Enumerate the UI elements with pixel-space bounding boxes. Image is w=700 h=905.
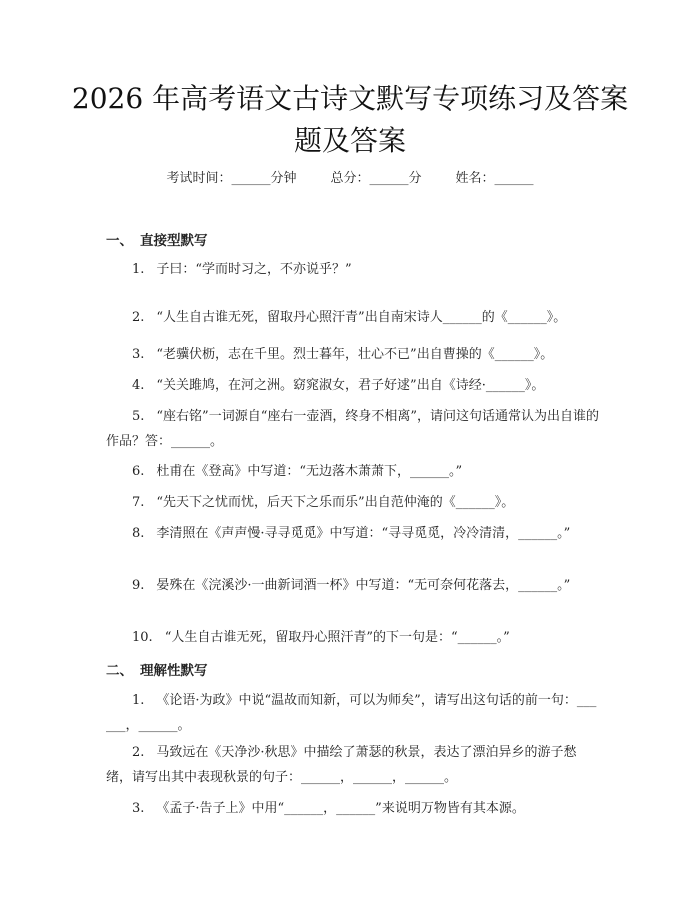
question: 3. 《孟子·告子上》中用“______，______”来说明万物皆有其本源。 [132, 801, 525, 816]
question: 1. 《论语·为政》中说“温故而知新，可以为师矣”，请写出这句话的前一句：______，______。 [106, 693, 597, 733]
section-heading: 一、 直接型默写 [106, 233, 208, 249]
question: 7. “先天下之忧而忧，后天下之乐而乐”出自范仲淹的《______》。 [132, 495, 515, 510]
question: 8. 李清照在《声声慢·寻寻觅觅》中写道：“寻寻觅觅，冷冷清清，______。” [132, 526, 571, 541]
question: 2. 马致远在《天净沙·秋思》中描绘了萧瑟的秋景，表达了漂泊异乡的游子愁绪，请写出其中表现秋景的句子：______，______，______。 [106, 745, 577, 785]
question: 3. “老骥伏枥，志在千里。烈士暮年，壮心不已”出自曹操的《______》。 [132, 347, 554, 362]
question: 4. “关关雎鸠，在河之洲。窈窕淑女，君子好逑”出自《诗经·______》。 [132, 378, 545, 393]
question: 10. “人生自古谁无死，留取丹心照汗青”的下一句是：“______。” [132, 630, 510, 645]
document-title [60, 78, 640, 162]
question: 2. “人生自古谁无死，留取丹心照汗青”出自南宋诗人______的《______》。 [132, 310, 567, 325]
question: 6. 杜甫在《登高》中写道：“无边落木萧萧下，______。” [132, 464, 463, 479]
title-line-2: 题及答案 [293, 124, 406, 157]
question: 1. 子曰：“学而时习之，不亦说乎？” [132, 262, 352, 277]
question: 5. “座右铭”一词源自“座右一壶酒，终身不相离”，请问这句话通常认为出自谁的作品？答：______。 [106, 409, 599, 449]
exam-score: 总分：______分 [330, 171, 422, 186]
question: 9. 晏殊在《浣溪沙·一曲新词酒一杯》中写道：“无可奈何花落去，______。” [132, 578, 571, 593]
exam-name: 姓名：______ [455, 171, 534, 186]
section-heading: 二、 理解性默写 [106, 663, 208, 679]
exam-info [0, 170, 700, 188]
title-line-1: 2026 年高考语文古诗文默写专项练习及答案 [71, 82, 629, 115]
exam-time: 考试时间：______分钟 [166, 171, 297, 186]
